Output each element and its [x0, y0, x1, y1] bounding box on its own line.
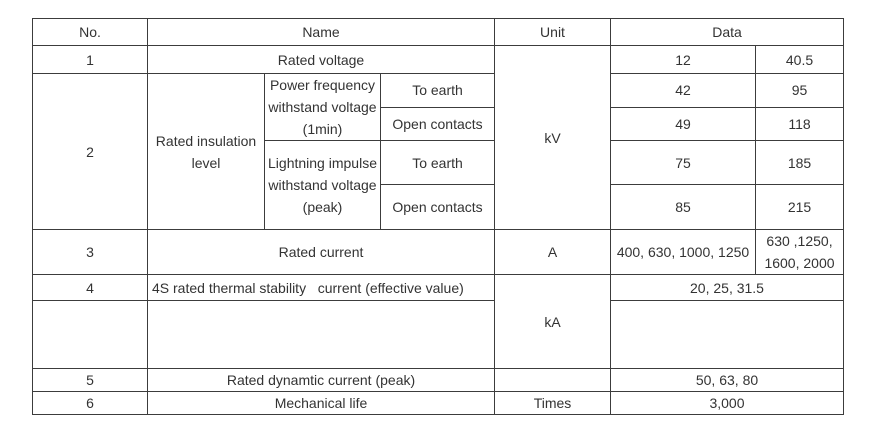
row-name: Mechanical life: [148, 392, 495, 415]
row-number: 6: [33, 392, 148, 415]
data-value: 40.5: [756, 46, 844, 74]
table-row: [33, 369, 844, 392]
specification-table: [32, 18, 844, 415]
row-name: Rated current: [148, 230, 495, 275]
unit-cell: Times: [495, 392, 611, 415]
table-row: [33, 46, 844, 74]
row-number: 4: [33, 275, 148, 301]
table-row: [33, 230, 844, 275]
condition-label: Open contacts: [381, 107, 495, 141]
data-value: 12: [611, 46, 756, 74]
data-value: 49: [611, 107, 756, 141]
header-name: Name: [148, 19, 495, 46]
header-data: Data: [611, 19, 844, 46]
data-value: 75: [611, 141, 756, 185]
group-label: Rated insulation level: [148, 74, 265, 230]
unit-cell: kV: [495, 46, 611, 230]
unit-cell: kA: [495, 275, 611, 369]
test-label: Lightning impulse withstand voltage (peak): [265, 141, 381, 230]
data-value: 400, 630, 1000, 1250: [611, 230, 756, 275]
test-label: Power frequency withstand voltage (1min): [265, 74, 381, 141]
row-number: 2: [33, 74, 148, 230]
row-number: 3: [33, 230, 148, 275]
table-row: [33, 392, 844, 415]
empty-cell: [611, 301, 844, 369]
data-value: 95: [756, 74, 844, 108]
data-value: 50, 63, 80: [611, 369, 844, 392]
data-value: 42: [611, 74, 756, 108]
table-row: [33, 275, 844, 301]
data-value: 20, 25, 31.5: [611, 275, 844, 301]
data-value: 3,000: [611, 392, 844, 415]
condition-label: Open contacts: [381, 185, 495, 230]
empty-row: [33, 301, 844, 369]
table-row: [33, 74, 844, 108]
data-value: 185: [756, 141, 844, 185]
row-name: Rated dynamtic current (peak): [148, 369, 495, 392]
condition-label: To earth: [381, 74, 495, 108]
data-value: 85: [611, 185, 756, 230]
unit-cell: [495, 369, 611, 392]
row-name: Rated voltage: [148, 46, 495, 74]
condition-label: To earth: [381, 141, 495, 185]
unit-cell: A: [495, 230, 611, 275]
row-number: 1: [33, 46, 148, 74]
header-no: No.: [33, 19, 148, 46]
row-number: 5: [33, 369, 148, 392]
empty-cell: [148, 301, 495, 369]
header-row: [33, 19, 844, 46]
empty-cell: [33, 301, 148, 369]
data-value: 630 ,1250, 1600, 2000: [756, 230, 844, 275]
header-unit: Unit: [495, 19, 611, 46]
data-value: 215: [756, 185, 844, 230]
data-value: 118: [756, 107, 844, 141]
row-name: 4S rated thermal stability current (effective value): [148, 275, 495, 301]
